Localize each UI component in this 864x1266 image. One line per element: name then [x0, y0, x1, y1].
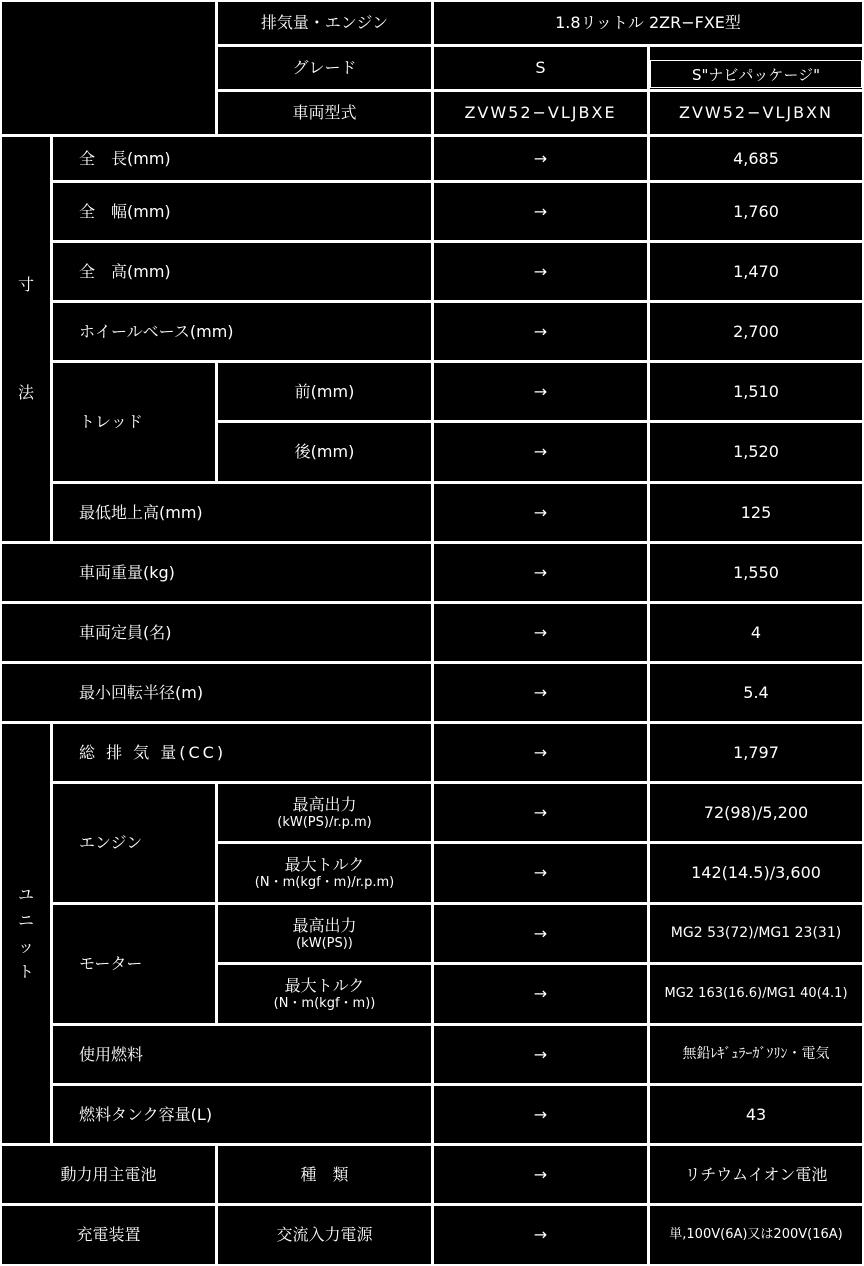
group-dimensions — [2, 137, 50, 541]
charger-navi: 単,100V(6A)又は200V(16A) — [650, 1206, 862, 1264]
width-s: → — [434, 183, 647, 240]
fuel-label: 使用燃料 — [53, 1026, 431, 1083]
engine-torque-unit: (N・m(kgf・m)/r.p.m) — [254, 875, 395, 891]
motor-group-label: モーター — [53, 905, 215, 1023]
height-s: → — [434, 243, 647, 300]
motor-torque-navi: MG2 163(16.6)/MG1 40(4.1) — [650, 965, 862, 1023]
capacity-s: → — [434, 604, 647, 661]
engine-power-navi: 72(98)/5,200 — [650, 784, 862, 841]
engine-power-unit: (kW(PS)/r.p.m) — [277, 814, 372, 830]
weight-label: 車両重量(kg) — [79, 562, 175, 582]
height-label: 全 高(mm) — [53, 243, 431, 300]
grade-label: グレード — [218, 47, 431, 89]
capacity-navi: 4 — [650, 604, 862, 661]
engine-power-label — [218, 784, 431, 841]
grade-navi: S"ナビパッケージ" — [650, 60, 862, 88]
motor-power-navi: MG2 53(72)/MG1 23(31) — [650, 905, 862, 962]
fuel-navi: 無鉛ﾚｷﾞｭﾗｰｶﾞｿﾘﾝ・電気 — [650, 1026, 862, 1083]
weight-label-cell — [2, 544, 431, 601]
model-label: 車両型式 — [218, 92, 431, 134]
motor-torque-title: 最大トルク — [284, 976, 365, 996]
model-navi: ZVW52−VLJBXN — [650, 92, 862, 134]
weight-navi: 1,550 — [650, 544, 862, 601]
group-unit-char: ト — [17, 962, 34, 982]
group-unit — [2, 724, 50, 1143]
tread-rear-navi: 1,520 — [650, 423, 862, 481]
length-navi: 4,685 — [650, 137, 862, 180]
motor-power-label — [218, 905, 431, 962]
group-unit-char: ユ — [17, 885, 34, 905]
tank-navi: 43 — [650, 1086, 862, 1143]
motor-torque-label — [218, 965, 431, 1023]
ground-clearance-navi: 125 — [650, 484, 862, 541]
turning-radius-navi: 5.4 — [650, 664, 862, 721]
tread-rear-label: 後(mm) — [218, 423, 431, 481]
group-dimensions-char: 法 — [17, 383, 34, 402]
capacity-label: 車両定員(名) — [79, 622, 172, 642]
ground-clearance-label: 最低地上高(mm) — [53, 484, 431, 541]
engine-power-title: 最高出力 — [292, 794, 357, 814]
tread-label: トレッド — [53, 363, 215, 481]
engine-torque-title: 最大トルク — [284, 855, 365, 875]
tread-front-label: 前(mm) — [218, 363, 431, 420]
charger-label: 充電装置 — [2, 1206, 215, 1264]
wheelbase-navi: 2,700 — [650, 303, 862, 360]
width-label: 全 幅(mm) — [53, 183, 431, 240]
displacement-label: 総 排 気 量(CC) — [53, 724, 431, 781]
group-unit-char: ッ — [17, 936, 34, 956]
charger-sub: 交流入力電源 — [218, 1206, 431, 1264]
turning-radius-s: → — [434, 664, 647, 721]
wheelbase-s: → — [434, 303, 647, 360]
length-s: → — [434, 137, 647, 180]
engine-torque-s: → — [434, 844, 647, 902]
tank-label: 燃料タンク容量(L) — [53, 1086, 431, 1143]
weight-s: → — [434, 544, 647, 601]
length-label: 全 長(mm) — [53, 137, 431, 180]
motor-torque-s: → — [434, 965, 647, 1023]
displacement-navi: 1,797 — [650, 724, 862, 781]
battery-s: → — [434, 1146, 647, 1203]
motor-power-s: → — [434, 905, 647, 962]
group-dimensions-char: 寸 — [17, 275, 34, 295]
engine-torque-label — [218, 844, 431, 902]
engine-label: 排気量・エンジン — [218, 2, 431, 44]
group-unit-char: ニ — [17, 910, 34, 930]
battery-sub: 種 類 — [218, 1146, 431, 1203]
width-navi: 1,760 — [650, 183, 862, 240]
turning-label-cell — [2, 664, 431, 721]
displacement-s: → — [434, 724, 647, 781]
tank-s: → — [434, 1086, 647, 1143]
battery-label: 動力用主電池 — [2, 1146, 215, 1203]
battery-navi: リチウムイオン電池 — [650, 1146, 862, 1203]
charger-s: → — [434, 1206, 647, 1264]
model-s: ZVW52−VLJBXE — [434, 92, 647, 134]
motor-torque-unit: (N・m(kgf・m)) — [273, 996, 376, 1012]
header-corner — [2, 2, 215, 134]
wheelbase-label: ホイールベース(mm) — [53, 303, 431, 360]
engine-power-s: → — [434, 784, 647, 841]
motor-power-title: 最高出力 — [292, 915, 357, 935]
tread-front-s: → — [434, 363, 647, 420]
engine-torque-navi: 142(14.5)/3,600 — [650, 844, 862, 902]
capacity-label-cell — [2, 604, 431, 661]
height-navi: 1,470 — [650, 243, 862, 300]
motor-power-unit: (kW(PS)) — [296, 935, 353, 951]
engine-group-label: エンジン — [53, 784, 215, 902]
tread-rear-s: → — [434, 423, 647, 481]
turning-radius-label: 最小回転半径(m) — [79, 682, 204, 702]
grade-s: S — [434, 47, 647, 89]
tread-front-navi: 1,510 — [650, 363, 862, 420]
fuel-s: → — [434, 1026, 647, 1083]
engine-value: 1.8リットル 2ZR−FXE型 — [434, 2, 862, 44]
ground-clearance-s: → — [434, 484, 647, 541]
